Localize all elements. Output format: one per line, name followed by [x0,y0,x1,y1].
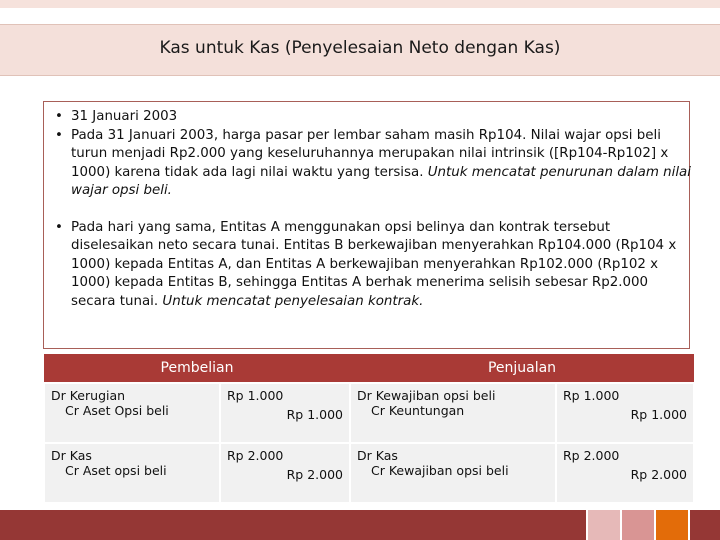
slide-title: Kas untuk Kas (Penyelesaian Neto dengan Kas) [159,38,561,58]
penjualan-amount-cell [556,383,694,443]
penjualan-accounts-cell [350,383,556,443]
journal-table-wrapper [43,354,693,504]
header-pembelian: Pembelian [44,354,350,383]
penjualan-debit-amount: Rp 2.000 [563,448,620,463]
bullet-settlement-text: Pada hari yang sama, Entitas A menggunakan opsi belinya dan kontrak tersebut diselesaikan neto secara tunai. Entitas B berkewajiban menyerahkan Rp104.000 (Rp104 x 1000) kepada Entitas A, dan Entitas A berkewajiban menyerahkan Rp102.000 (Rp102 x 1000) kepada Entitas B, sehingga Entitas A berhak menerima selisih sebesar Rp2.000 secara tunai. [71,219,677,309]
footer-swatch-mid [622,510,654,540]
bullet-marker: • [55,109,63,124]
pembelian-debit-amount: Rp 2.000 [227,448,284,463]
pembelian-amount-cell [220,443,350,503]
footer-swatch-light [588,510,620,540]
top-accent-line [0,0,720,8]
footer-swatch-orange [656,510,688,540]
pembelian-credit-account: Cr Aset opsi beli [65,463,167,478]
pembelian-amount-cell [220,383,350,443]
bullet-marker: • [55,127,63,143]
penjualan-credit-account: Cr Kewajiban opsi beli [371,463,509,478]
bullet-date-text: 31 Januari 2003 [71,109,178,124]
bullet-gap [52,201,692,219]
penjualan-amount-cell [556,443,694,503]
penjualan-debit-amount: Rp 1.000 [563,388,620,403]
pembelian-credit-amount: Rp 2.000 [286,467,343,482]
bullet-fair-value-text: Pada 31 Januari 2003, harga pasar per lembar saham masih Rp104. Nilai wajar opsi beli turun menjadi Rp2.000 yang keseluruhannya merupakan nilai intrinsik ([Rp104-Rp102] x 1000) karena tidak ada lagi nilai waktu yang tersisa. [71,127,669,180]
pembelian-accounts-cell [44,443,220,503]
bullet-list [52,108,692,311]
penjualan-credit-account: Cr Keuntungan [371,403,465,418]
penjualan-credit-amount: Rp 2.000 [630,467,687,482]
table-row [44,383,694,443]
pembelian-debit-amount: Rp 1.000 [227,388,284,403]
bullet-date [52,108,692,127]
pembelian-credit-amount: Rp 1.000 [286,407,343,422]
bullet-settlement [52,219,692,312]
bullet-marker: • [55,219,63,235]
footer-swatch-dark [690,510,720,540]
table-row [44,443,694,503]
pembelian-credit-account: Cr Aset Opsi beli [65,403,169,418]
table-header-row [44,354,694,383]
penjualan-credit-amount: Rp 1.000 [630,407,687,422]
pembelian-accounts-cell [44,383,220,443]
journal-table [43,354,695,504]
bullet-fair-value [52,127,692,201]
bullet-settlement-note: Untuk mencatat penyelesaian kontrak. [162,293,424,309]
pembelian-debit-account: Dr Kerugian [51,388,126,403]
footer-bar [0,510,586,540]
penjualan-accounts-cell [350,443,556,503]
pembelian-debit-account: Dr Kas [51,448,92,463]
bullet-fair-value-note: Untuk mencatat penurunan dalam nilai wajar opsi beli. [71,164,691,198]
penjualan-debit-account: Dr Kewajiban opsi beli [357,388,496,403]
penjualan-debit-account: Dr Kas [357,448,398,463]
header-penjualan: Penjualan [350,354,694,383]
